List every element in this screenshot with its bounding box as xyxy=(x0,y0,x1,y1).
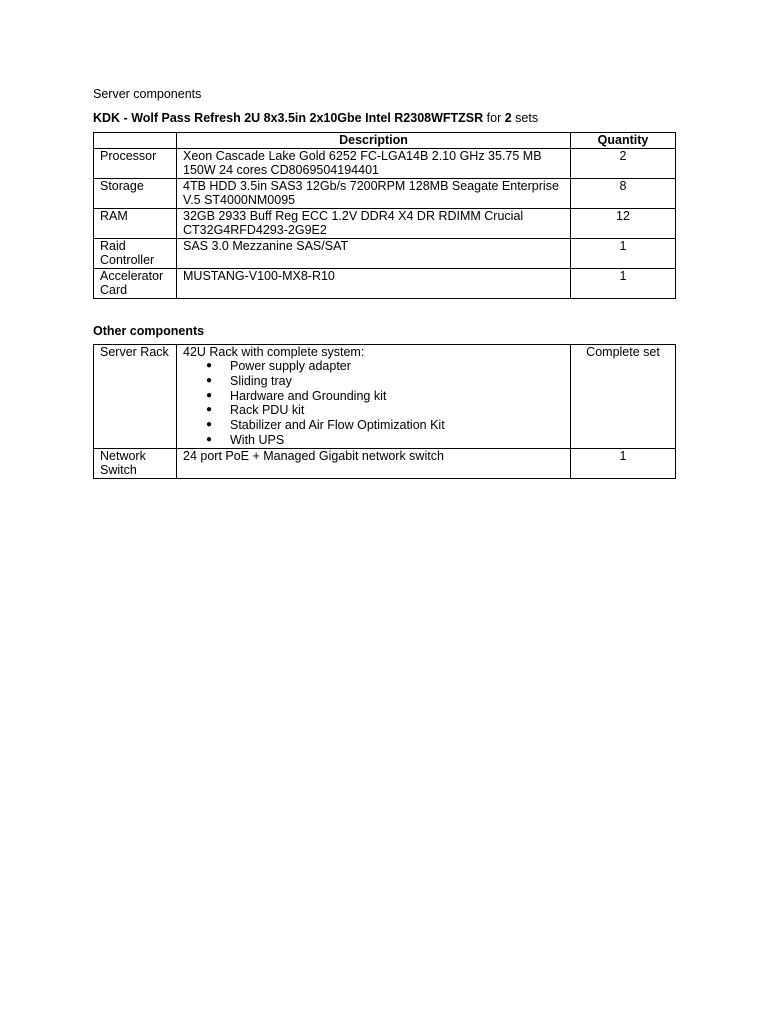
list-item xyxy=(206,432,564,448)
component-cell: Storage xyxy=(94,178,177,208)
list-item-label: Stabilizer and Air Flow Optimization Kit xyxy=(230,418,445,433)
kit-title-name: KDK - Wolf Pass Refresh 2U 8x3.5in 2x10Gbe Intel R2308WFTZSR xyxy=(93,111,484,125)
component-cell: Network Switch xyxy=(94,448,177,478)
component-cell: Processor xyxy=(94,148,177,178)
bullet-icon: ● xyxy=(206,404,213,416)
table-row xyxy=(94,344,676,448)
component-cell: RAM xyxy=(94,208,177,238)
kit-title-count: 2 xyxy=(504,111,512,125)
component-cell: Accelerator Card xyxy=(94,268,177,298)
table-row xyxy=(94,238,676,268)
description-cell: Xeon Cascade Lake Gold 6252 FC-LGA14B 2.10 GHz 35.75 MB 150W 24 cores CD8069504194401 xyxy=(177,148,571,178)
rack-description: 42U Rack with complete system: xyxy=(183,344,365,359)
list-item-label: Hardware and Grounding kit xyxy=(230,388,387,403)
list-item xyxy=(206,359,564,374)
table-header-row xyxy=(94,133,676,149)
list-item-label: Power supply adapter xyxy=(230,359,351,373)
list-item xyxy=(206,373,564,389)
column-header-quantity: Quantity xyxy=(571,133,676,149)
section-label: Server components xyxy=(93,87,202,101)
list-item-label: Rack PDU kit xyxy=(230,403,305,418)
other-components-title: Other components xyxy=(93,323,205,338)
description-cell: 32GB 2933 Buff Reg ECC 1.2V DDR4 X4 DR RDIMM Crucial CT32G4RFD4293-2G9E2 xyxy=(177,208,571,238)
table-row xyxy=(94,178,676,208)
column-header-description: Description xyxy=(177,133,571,149)
table-row xyxy=(94,448,676,478)
description-cell: SAS 3.0 Mezzanine SAS/SAT xyxy=(177,238,571,268)
bullet-icon: ● xyxy=(206,419,213,431)
bullet-icon: ● xyxy=(206,433,213,445)
quantity-cell: 1 xyxy=(571,448,676,478)
rack-items-list xyxy=(183,359,564,448)
bullet-icon: ● xyxy=(206,374,213,386)
bullet-icon: ● xyxy=(206,360,213,371)
component-cell: Server Rack xyxy=(94,344,177,448)
quantity-cell: 1 xyxy=(571,238,676,268)
quantity-cell: 8 xyxy=(571,178,676,208)
quantity-cell: 1 xyxy=(571,268,676,298)
other-components-table xyxy=(93,344,676,479)
description-cell: 4TB HDD 3.5in SAS3 12Gb/s 7200RPM 128MB Seagate Enterprise V.5 ST4000NM0095 xyxy=(177,178,571,208)
bullet-icon: ● xyxy=(206,389,213,401)
description-cell: MUSTANG-V100-MX8-R10 xyxy=(177,268,571,298)
description-cell xyxy=(177,344,571,448)
table-row xyxy=(94,148,676,178)
document-page xyxy=(93,86,675,479)
kit-title xyxy=(93,110,675,126)
description-cell: 24 port PoE + Managed Gigabit network switch xyxy=(177,448,571,478)
list-item-label: With UPS xyxy=(230,432,285,447)
server-components-table xyxy=(93,132,676,299)
list-item-label: Sliding tray xyxy=(230,373,292,388)
list-item xyxy=(206,418,564,433)
column-header-component xyxy=(94,133,177,149)
quantity-cell: Complete set xyxy=(571,344,676,448)
quantity-cell: 12 xyxy=(571,208,676,238)
kit-title-for: for xyxy=(486,111,502,125)
list-item xyxy=(206,388,564,404)
table-row xyxy=(94,208,676,238)
table-row xyxy=(94,268,676,298)
kit-title-sets: sets xyxy=(515,111,539,125)
component-cell: Raid Controller xyxy=(94,238,177,268)
quantity-cell: 2 xyxy=(571,148,676,178)
list-item xyxy=(206,403,564,418)
